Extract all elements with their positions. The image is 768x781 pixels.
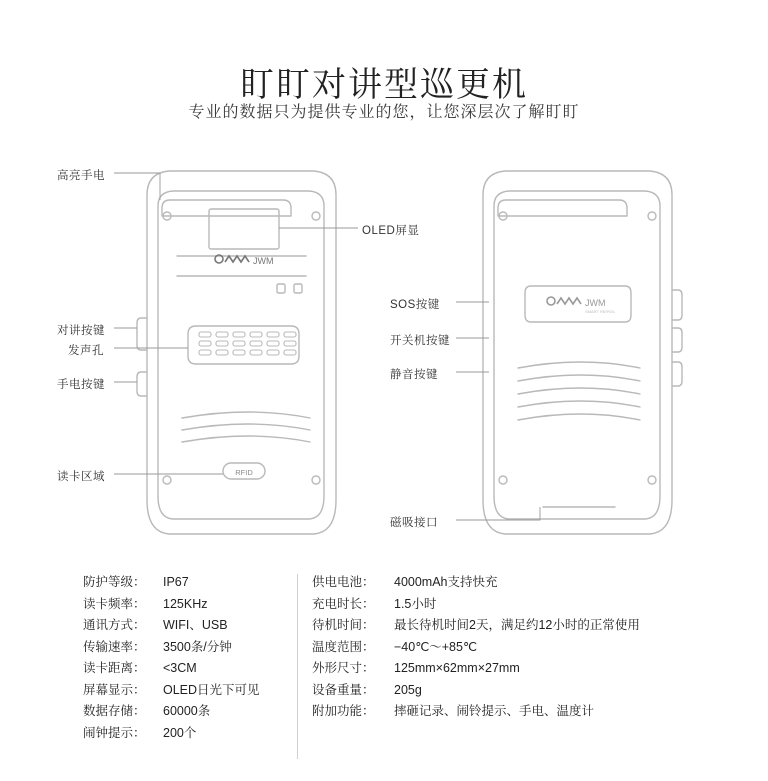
spec-value: 205g	[394, 682, 422, 697]
rfid-badge-text: RFID	[235, 468, 253, 477]
callout-intercom-button: 对讲按键	[57, 325, 105, 337]
spec-key: 传输速率：	[83, 639, 146, 654]
spec-row	[312, 594, 640, 616]
spec-key: 读卡距离：	[83, 661, 146, 675]
spec-row	[83, 658, 260, 680]
spec-value: 60000条	[163, 704, 211, 718]
spec-column-left	[83, 572, 260, 744]
svg-text:JWM: JWM	[585, 298, 606, 308]
callout-flashlight: 高亮手电	[57, 170, 105, 182]
spec-row	[83, 637, 260, 659]
spec-row	[312, 701, 640, 723]
spec-key: 充电时长：	[312, 596, 375, 611]
spec-value: IP67	[163, 575, 189, 589]
spec-key: 通讯方式：	[83, 618, 146, 632]
spec-row	[83, 615, 260, 637]
page-subtitle: 专业的数据只为提供专业的您，让您深层次了解盯盯	[188, 104, 580, 121]
callout-card-reading-area: 读卡区域	[57, 471, 105, 483]
spec-value: 最长待机时间2天，满足约12小时的正常使用	[394, 618, 640, 632]
callout-mute-button: 静音按键	[390, 369, 438, 381]
spec-key: 数据存储：	[83, 704, 146, 718]
spec-row	[312, 658, 640, 680]
spec-key: 外形尺寸：	[312, 661, 375, 675]
spec-value: 摔砸记录、闹铃提示、手电、温度计	[394, 704, 595, 718]
spec-key: 附加功能：	[312, 704, 375, 718]
spec-row	[83, 701, 260, 723]
spec-value: 125mm×62mm×27mm	[394, 661, 520, 675]
spec-value: 200个	[163, 725, 197, 740]
callout-speaker-hole: 发声孔	[68, 345, 104, 357]
svg-text:SMART PATROL: SMART PATROL	[585, 309, 616, 314]
page-title: 盯盯对讲型巡更机	[240, 65, 528, 104]
spec-key: 供电电池：	[312, 575, 375, 589]
spec-row	[83, 594, 260, 616]
product-diagram	[0, 150, 768, 550]
spec-row	[83, 572, 260, 594]
spec-key: 读卡频率：	[83, 596, 146, 611]
svg-text:JWM: JWM	[253, 256, 274, 266]
spec-key: 屏幕显示：	[83, 682, 146, 697]
spec-row	[312, 637, 640, 659]
spec-value: −40℃～+85℃	[394, 639, 477, 654]
spec-column-right	[312, 572, 640, 723]
callout-sos-button: SOS按键	[390, 299, 440, 311]
spec-key: 防护等级：	[83, 575, 146, 589]
spec-key: 待机时间：	[312, 618, 375, 632]
callout-power-button: 开关机按键	[390, 335, 450, 347]
spec-value: 1.5小时	[394, 596, 437, 611]
spec-key: 温度范围：	[312, 639, 375, 654]
spec-value: 3500条/分钟	[163, 639, 232, 654]
spec-key: 闹钟提示：	[83, 725, 146, 740]
spec-row	[312, 615, 640, 637]
callout-magnetic-interface: 磁吸接口	[390, 517, 438, 529]
spec-row	[312, 680, 640, 702]
spec-tables	[0, 572, 768, 772]
device-logo-back	[547, 297, 616, 314]
callout-flashlight-button: 手电按键	[57, 379, 105, 391]
spec-value: <3CM	[163, 661, 197, 675]
spec-value: 125KHz	[163, 596, 208, 611]
spec-value: WIFI、USB	[163, 618, 228, 632]
spec-key: 设备重量：	[312, 682, 375, 697]
spec-row	[312, 572, 640, 594]
device-illustration	[0, 150, 768, 550]
spec-value: 4000mAh支持快充	[394, 575, 498, 589]
spec-row	[83, 680, 260, 702]
spec-row	[83, 723, 260, 745]
callout-oled-display: OLED屏显	[362, 225, 420, 237]
spec-value: OLED日光下可见	[163, 682, 260, 697]
